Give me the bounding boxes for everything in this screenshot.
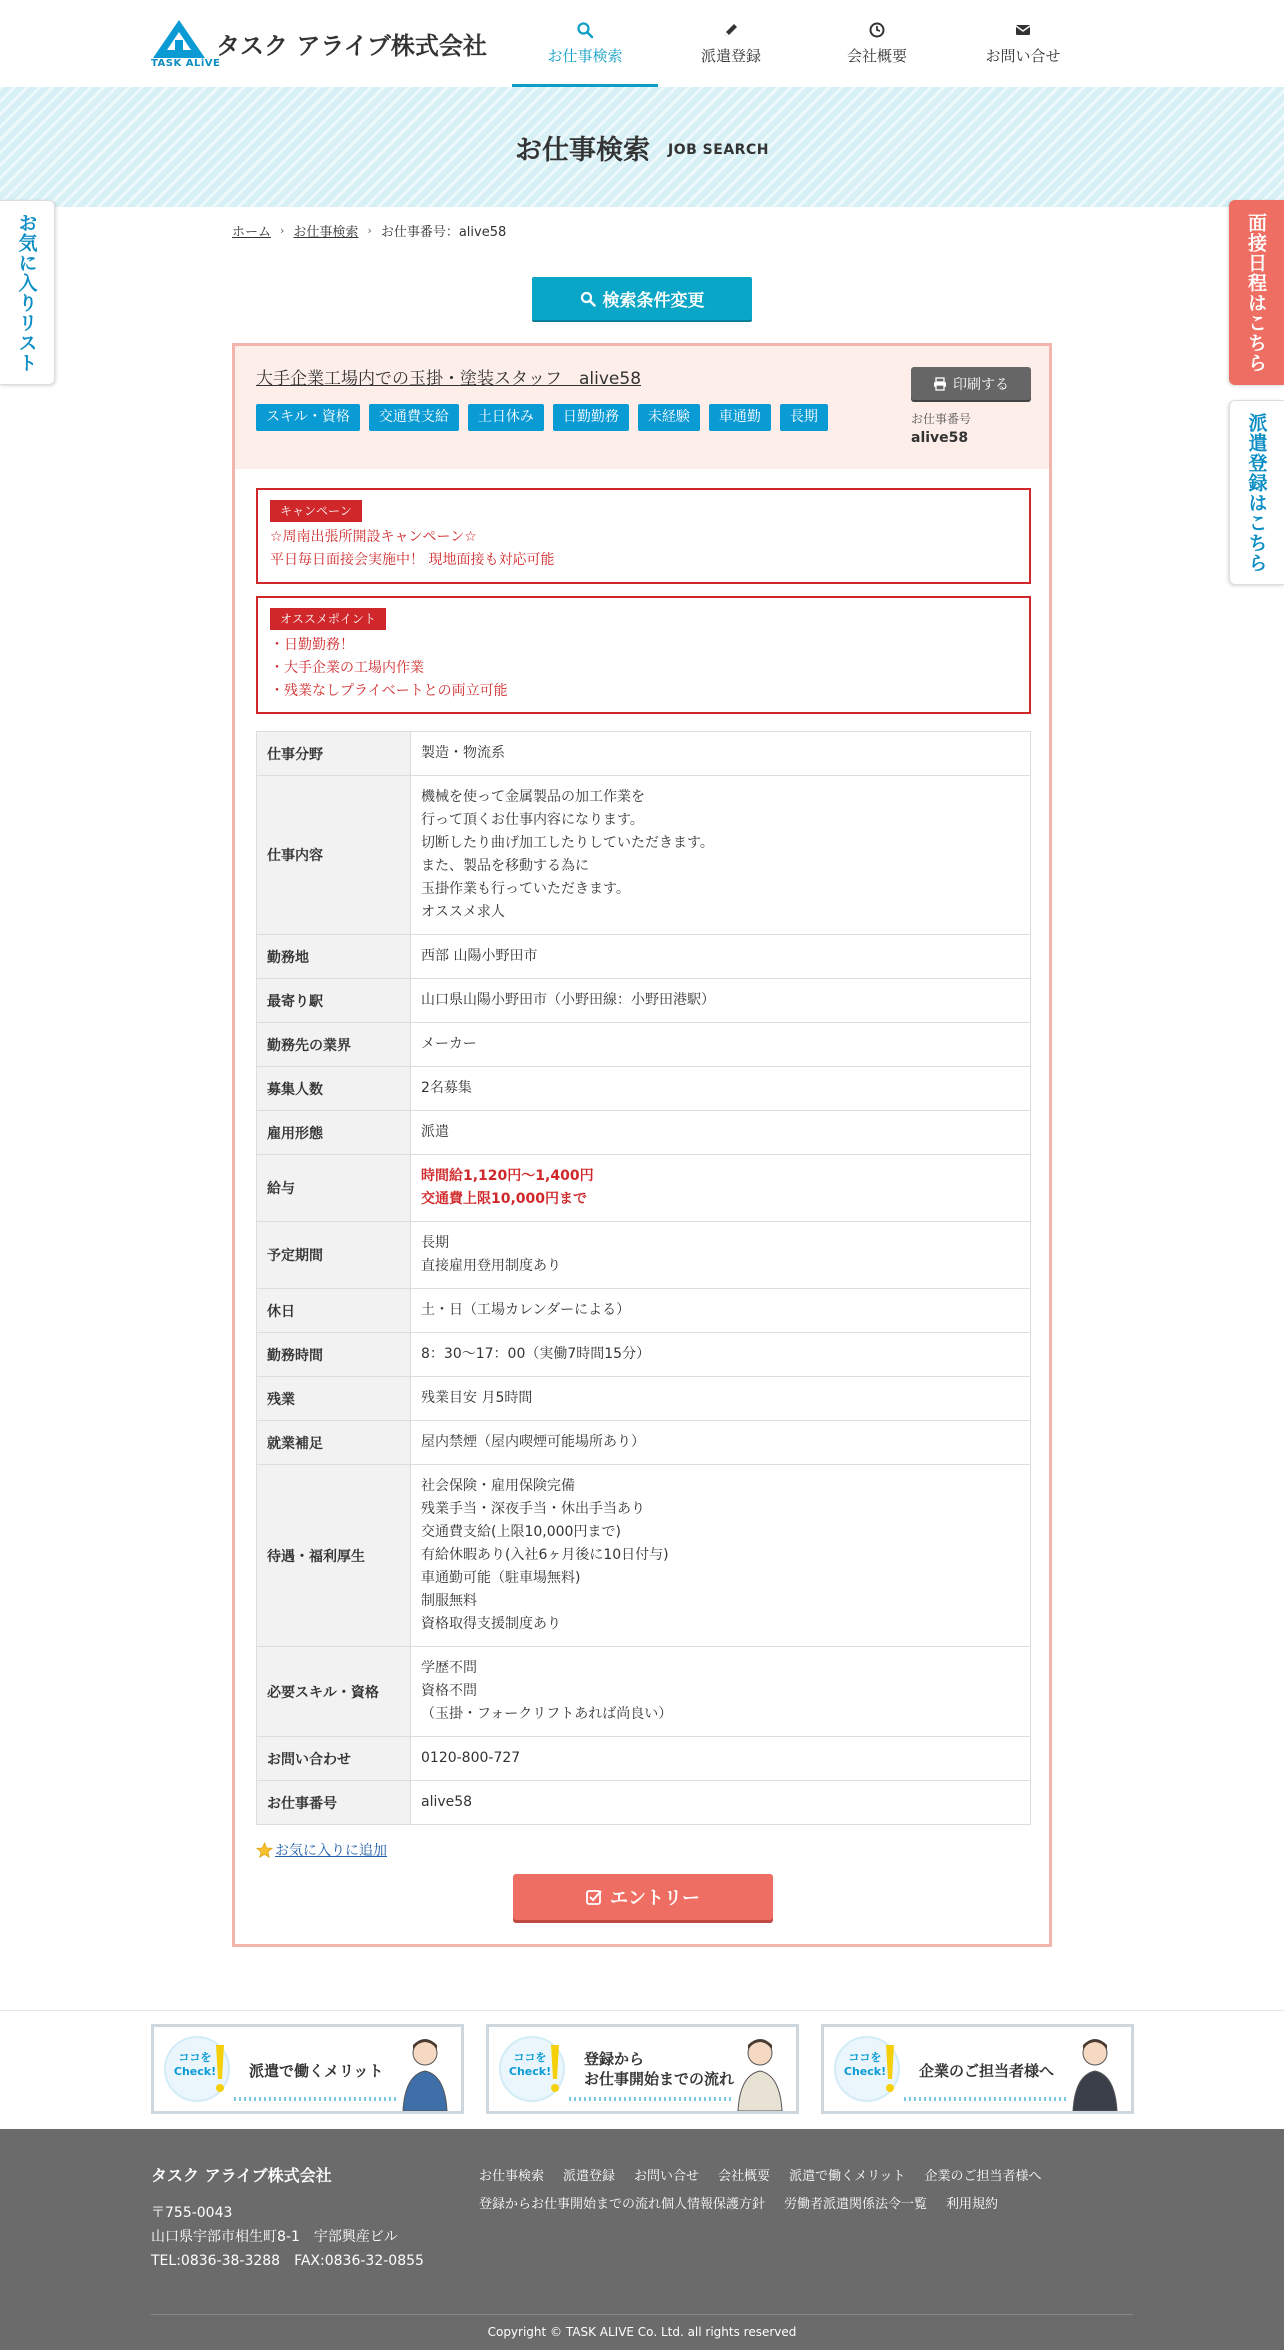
campaign-badge: キャンペーン	[270, 500, 362, 522]
job-tag: スキル・資格	[256, 404, 360, 431]
footer-links	[479, 2163, 1099, 2219]
spec-value-line: 社会保険・雇用保険完備	[421, 1478, 575, 1494]
nav-item-label: お仕事検索	[547, 47, 623, 65]
spec-value-line: 行って頂くお仕事内容になります。	[421, 812, 644, 828]
spec-label: 休日	[257, 1289, 411, 1333]
footer-link[interactable]: お問い合せ	[634, 2169, 700, 2184]
spec-value	[411, 1781, 1031, 1825]
entry-label: エントリー	[610, 1888, 700, 1909]
banner-text-line: お仕事開始までの流れ	[584, 2070, 735, 2088]
spec-row	[257, 979, 1031, 1023]
spec-value-line: 直接雇用登用制度あり	[421, 1258, 561, 1274]
favorites-list-tab[interactable]	[0, 200, 55, 385]
entry-button[interactable]	[513, 1874, 773, 1920]
spec-row	[257, 1222, 1031, 1289]
favorites-list-label: お気に入りリスト	[15, 212, 38, 373]
logo-company-name: タスク アライブ株式会社	[216, 32, 487, 60]
recommend-box	[256, 596, 1031, 714]
register-tab[interactable]	[1229, 400, 1284, 585]
spec-value-line: 車通勤可能（駐車場無料)	[421, 1570, 581, 1586]
spec-label: 勤務地	[257, 935, 411, 979]
spec-value-line: 切断したり曲げ加工したりしていただきます。	[421, 835, 714, 851]
spec-value	[411, 1465, 1031, 1647]
spec-row	[257, 1111, 1031, 1155]
spec-row	[257, 1155, 1031, 1222]
spec-value	[411, 1377, 1031, 1421]
spec-value-line: 機械を使って金属製品の加工作業を	[421, 789, 645, 805]
job-tags	[256, 404, 828, 431]
spec-value	[411, 979, 1031, 1023]
campaign-text	[270, 526, 1017, 572]
page-hero	[0, 87, 1284, 207]
spec-value-line: 学歴不問	[421, 1660, 477, 1676]
footer-link[interactable]: 個人情報保護方針	[661, 2197, 766, 2212]
spec-label: 雇用形態	[257, 1111, 411, 1155]
footer-link[interactable]: 派遣で働くメリット	[789, 2169, 906, 2184]
spec-value-line: 交通費上限10,000円まで	[421, 1191, 588, 1207]
notice-line: 平日毎日面接会実施中！ 現地面接も対応可能	[270, 552, 555, 568]
exclamation-icon	[549, 2045, 561, 2095]
nav-item-label: 派遣登録	[700, 47, 761, 65]
spec-label: 仕事分野	[257, 732, 411, 776]
spec-value	[411, 1333, 1031, 1377]
footer-divider	[151, 2314, 1133, 2315]
search-icon	[580, 291, 596, 307]
footer-address-line: TEL:0836-38-3288 FAX:0836-32-0855	[151, 2253, 424, 2269]
spec-row	[257, 1377, 1031, 1421]
chevron-right-icon: ›	[280, 224, 285, 237]
spec-value-line: 玉掛作業も行っていただきます。	[421, 881, 630, 897]
breadcrumb-search[interactable]: お仕事検索	[293, 225, 359, 240]
spec-label: 勤務先の業界	[257, 1023, 411, 1067]
spec-value-line: 派遣	[421, 1124, 449, 1140]
footer-copyright: Copyright © TASK ALIVE Co. Ltd. all rights reserved	[487, 2325, 797, 2339]
banner-dots	[904, 2097, 1067, 2101]
spec-value-line: 8：30～17：00（実働7時間15分）	[421, 1346, 651, 1362]
banner-text	[249, 2061, 383, 2081]
exclamation-icon	[214, 2045, 226, 2095]
print-label: 印刷する	[953, 376, 1009, 393]
banner-text-line: 登録から	[584, 2050, 645, 2068]
nav-item-label: 会社概要	[846, 47, 907, 65]
interview-schedule-label: 面接日程はこちら	[1245, 212, 1267, 373]
spec-value	[411, 935, 1031, 979]
nav-item-2[interactable]	[804, 0, 950, 87]
person-illustration-icon	[730, 2031, 790, 2111]
notice-line: ・日勤勤務！	[270, 637, 354, 653]
banner-dots	[569, 2097, 732, 2101]
person-illustration-icon	[395, 2031, 455, 2111]
footer-address	[151, 2201, 424, 2273]
spec-row	[257, 935, 1031, 979]
spec-row	[257, 732, 1031, 776]
footer-link[interactable]: 利用規約	[946, 2197, 999, 2212]
job-tag: 車通勤	[709, 404, 771, 431]
spec-value	[411, 1421, 1031, 1465]
section-divider	[0, 2010, 1284, 2011]
chevron-right-icon: ›	[367, 224, 372, 237]
info-banner-0[interactable]	[151, 2024, 464, 2114]
interview-schedule-tab[interactable]	[1229, 200, 1284, 385]
check-badge: ココを Check!	[843, 2051, 887, 2078]
clock-icon	[868, 21, 886, 39]
spec-row	[257, 1737, 1031, 1781]
spec-value-line: 残業目安 月5時間	[421, 1390, 533, 1406]
banner-text	[919, 2061, 1054, 2081]
notice-line: ☆周南出張所開設キャンペーン☆	[270, 529, 477, 545]
change-search-button[interactable]	[532, 277, 752, 320]
spec-value	[411, 732, 1031, 776]
spec-value-line: メーカー	[421, 1036, 477, 1052]
info-banner-2[interactable]	[821, 2024, 1134, 2114]
pencil-icon	[722, 21, 740, 39]
print-button[interactable]	[911, 367, 1031, 400]
spec-value	[411, 1155, 1031, 1222]
page-title: お仕事検索	[515, 134, 651, 166]
spec-value-line: オススメ求人	[421, 904, 505, 920]
footer-link[interactable]: 労働者派遣関係法令一覧	[784, 2197, 928, 2212]
spec-value-line: 土・日（工場カレンダーによる）	[421, 1302, 631, 1318]
job-header	[235, 346, 1049, 469]
spec-label: お仕事番号	[257, 1781, 411, 1825]
footer-link[interactable]: 企業のご担当者様へ	[924, 2169, 1042, 2184]
star-icon	[256, 1842, 273, 1859]
recommend-text	[270, 634, 1017, 703]
spec-label: 仕事内容	[257, 776, 411, 935]
job-tag: 長期	[780, 404, 828, 431]
breadcrumb-home[interactable]: ホーム	[232, 225, 272, 240]
spec-value-line: 資格取得支援制度あり	[421, 1616, 561, 1632]
spec-label: 残業	[257, 1377, 411, 1421]
job-number-value: alive58	[911, 430, 969, 446]
job-tag: 未経験	[638, 404, 700, 431]
spec-label: 給与	[257, 1155, 411, 1222]
spec-value	[411, 776, 1031, 935]
campaign-box	[256, 488, 1031, 584]
banner-text	[584, 2049, 734, 2089]
add-favorite-link[interactable]	[256, 1840, 387, 1860]
spec-row	[257, 1781, 1031, 1825]
spec-value-line: 時間給1,120円～1,400円	[421, 1168, 594, 1184]
breadcrumb	[232, 221, 506, 240]
footer-company: タスク アライブ株式会社	[151, 2166, 332, 2185]
spec-value-line: 製造・物流系	[421, 745, 505, 761]
register-label: 派遣登録はこちら	[1245, 412, 1268, 573]
checkbox-icon	[586, 1889, 602, 1905]
nav-item-3[interactable]	[950, 0, 1096, 87]
spec-label: 募集人数	[257, 1067, 411, 1111]
nav-item-0[interactable]	[512, 0, 658, 87]
job-spec-table	[256, 731, 1031, 1825]
spec-value	[411, 1647, 1031, 1737]
nav-item-1[interactable]	[658, 0, 804, 87]
banner-text-line: 企業のご担当者様へ	[919, 2062, 1055, 2080]
spec-label: 勤務時間	[257, 1333, 411, 1377]
footer-address-line: 山口県宇部市相生町8-1 宇部興産ビル	[151, 2229, 398, 2245]
spec-value-line: 屋内禁煙（屋内喫煙可能場所あり）	[421, 1434, 645, 1450]
banner-row	[151, 2024, 1134, 2114]
nav-item-label: お問い合せ	[985, 47, 1061, 65]
spec-value-line: （玉掛・フォークリフトあれば尚良い）	[421, 1706, 673, 1722]
spec-value-line: また、製品を移動する為に	[421, 858, 589, 874]
spec-label: お問い合わせ	[257, 1737, 411, 1781]
footer-address-line: 〒755-0043	[151, 2205, 233, 2221]
job-tag: 土日休み	[468, 404, 544, 431]
info-banner-1[interactable]	[486, 2024, 799, 2114]
site-header	[0, 0, 1284, 87]
footer-link[interactable]: 派遣登録	[563, 2169, 616, 2184]
person-illustration-icon	[1065, 2031, 1125, 2111]
spec-row	[257, 1465, 1031, 1647]
global-nav	[512, 0, 1096, 87]
logo-subtitle: TASK ALiVE	[151, 58, 221, 69]
spec-value-line: 0120-800-727	[421, 1750, 521, 1766]
spec-label: 予定期間	[257, 1222, 411, 1289]
spec-value-line: 有給休暇あり(入社6ヶ月後に10日付与)	[421, 1547, 669, 1563]
spec-value	[411, 1023, 1031, 1067]
spec-value-line: 長期	[421, 1235, 449, 1251]
spec-label: 就業補足	[257, 1421, 411, 1465]
spec-value-line: 山口県山陽小野田市（小野田線：小野田港駅）	[421, 992, 715, 1008]
footer-link[interactable]: 登録からお仕事開始までの流れ	[479, 2197, 662, 2212]
job-tag: 交通費支給	[369, 404, 459, 431]
spec-value	[411, 1067, 1031, 1111]
spec-value-line: 制服無料	[421, 1593, 477, 1609]
spec-row	[257, 1023, 1031, 1067]
recommend-badge: オススメポイント	[270, 608, 386, 630]
add-favorite-label: お気に入りに追加	[275, 1843, 387, 1859]
footer-link[interactable]: 会社概要	[718, 2169, 771, 2184]
spec-label: 最寄り駅	[257, 979, 411, 1023]
job-number-label: お仕事番号	[911, 412, 972, 426]
spec-row	[257, 1647, 1031, 1737]
spec-row	[257, 1421, 1031, 1465]
job-title[interactable]: 大手企業工場内での玉掛・塗装スタッフ alive58	[256, 369, 642, 389]
check-badge: ココを Check!	[173, 2051, 217, 2078]
spec-value-line: 交通費支給(上限10,000円まで)	[421, 1524, 621, 1540]
page-subtitle: JOB SEARCH	[668, 142, 769, 158]
notice-line: ・残業なしプライベートとの両立可能	[270, 683, 508, 699]
spec-value-line: 残業手当・深夜手当・休出手当あり	[421, 1501, 645, 1517]
footer-link[interactable]: お仕事検索	[479, 2169, 545, 2184]
breadcrumb-current: お仕事番号：alive58	[380, 225, 507, 240]
banner-dots	[234, 2097, 397, 2101]
spec-label: 待遇・福利厚生	[257, 1465, 411, 1647]
search-icon	[576, 21, 594, 39]
spec-row	[257, 1333, 1031, 1377]
exclamation-icon	[884, 2045, 896, 2095]
site-footer	[0, 2129, 1284, 2350]
spec-row	[257, 776, 1031, 935]
spec-value-line: 資格不問	[421, 1683, 477, 1699]
spec-value	[411, 1737, 1031, 1781]
spec-value	[411, 1111, 1031, 1155]
printer-icon	[933, 377, 947, 391]
job-detail-card	[232, 343, 1052, 1947]
spec-label: 必要スキル・資格	[257, 1647, 411, 1737]
spec-value-line: 西部 山陽小野田市	[421, 948, 538, 964]
spec-row	[257, 1067, 1031, 1111]
mail-icon	[1014, 21, 1032, 39]
site-logo[interactable]	[151, 18, 487, 70]
spec-value-line: alive58	[421, 1794, 473, 1810]
notice-line: ・大手企業の工場内作業	[270, 660, 424, 676]
spec-value	[411, 1289, 1031, 1333]
banner-text-line: 派遣で働くメリット	[249, 2062, 384, 2080]
change-search-label: 検索条件変更	[602, 291, 705, 311]
spec-value	[411, 1222, 1031, 1289]
spec-value-line: 2名募集	[421, 1080, 472, 1096]
spec-row	[257, 1289, 1031, 1333]
job-tag: 日勤勤務	[553, 404, 629, 431]
check-badge: ココを Check!	[508, 2051, 552, 2078]
